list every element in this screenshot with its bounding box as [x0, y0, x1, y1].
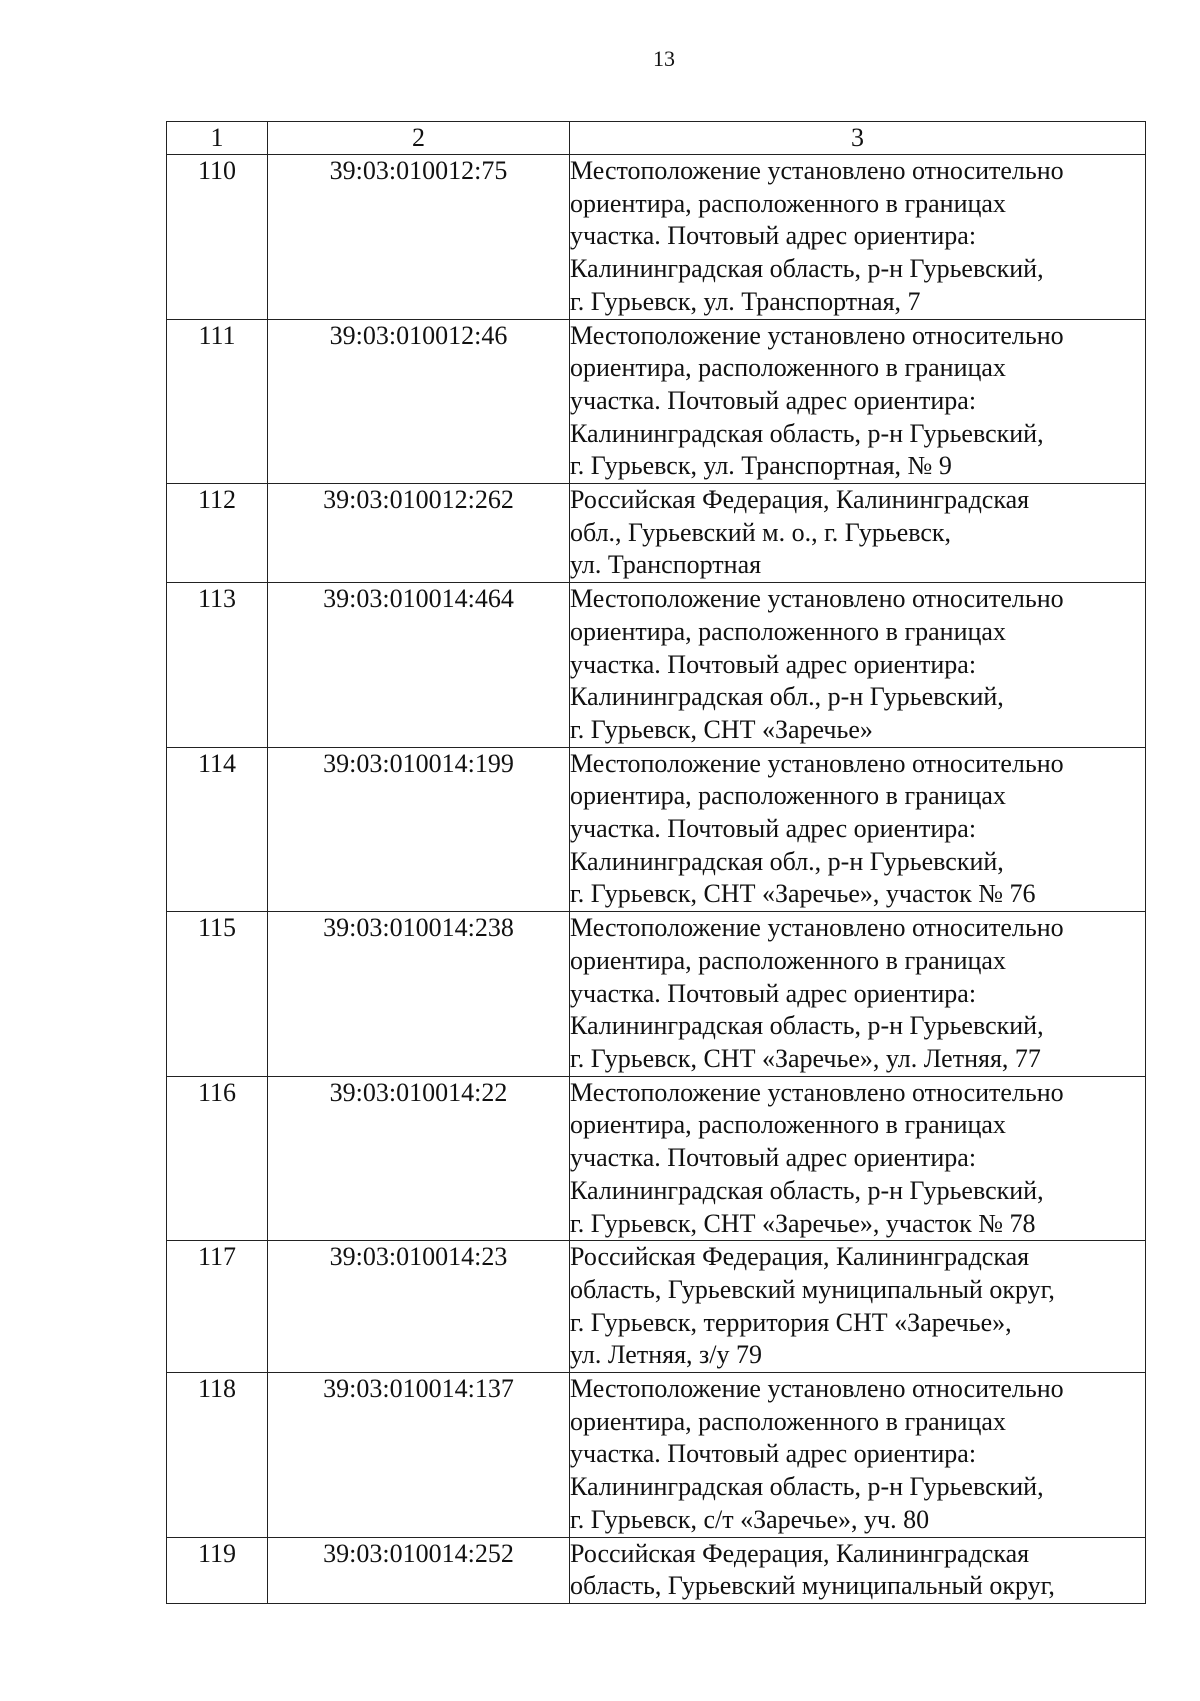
table-row	[167, 1076, 1146, 1241]
location-line: г. Гурьевск, СНТ «Заречье»	[570, 714, 873, 744]
location-description	[570, 1373, 1146, 1538]
table-body	[167, 155, 1146, 1604]
location-description	[570, 484, 1146, 583]
location-line: участка. Почтовый адрес ориентира:	[570, 1143, 977, 1173]
table-row	[167, 1373, 1146, 1538]
location-description	[570, 1076, 1146, 1241]
row-number: 118	[167, 1373, 268, 1538]
location-line: ориентира, расположенного в границах	[570, 1110, 1006, 1140]
row-number: 114	[167, 747, 268, 912]
location-line: Калининградская область, р-н Гурьевский,	[570, 1472, 1044, 1502]
cadastral-number: 39:03:010012:75	[268, 155, 570, 320]
location-line: Местоположение установлено относительно	[570, 320, 1064, 350]
row-number: 119	[167, 1537, 268, 1603]
location-line: Местоположение установлено относительно	[570, 1077, 1064, 1107]
location-line: участка. Почтовый адрес ориентира:	[570, 385, 977, 415]
location-line: участка. Почтовый адрес ориентира:	[570, 978, 977, 1008]
location-line: г. Гурьевск, территория СНТ «Заречье»,	[570, 1307, 1012, 1337]
cadastral-number: 39:03:010014:238	[268, 912, 570, 1077]
row-number: 117	[167, 1241, 268, 1373]
location-line: ориентира, расположенного в границах	[570, 188, 1006, 218]
location-line: г. Гурьевск, СНТ «Заречье», ул. Летняя, 77	[570, 1043, 1041, 1073]
row-number: 111	[167, 319, 268, 484]
page-number: 13	[653, 46, 675, 71]
location-line: ориентира, расположенного в границах	[570, 781, 1006, 811]
location-line: ул. Летняя, з/у 79	[570, 1340, 763, 1370]
table-row	[167, 484, 1146, 583]
location-line: г. Гурьевск, ул. Транспортная, 7	[570, 286, 921, 316]
location-line: г. Гурьевск, с/т «Заречье», уч. 80	[570, 1504, 930, 1534]
location-description	[570, 747, 1146, 912]
table-row	[167, 912, 1146, 1077]
location-description	[570, 319, 1146, 484]
location-line: область, Гурьевский муниципальный округ,	[570, 1571, 1055, 1601]
row-number: 110	[167, 155, 268, 320]
location-description	[570, 1241, 1146, 1373]
cadastral-number: 39:03:010014:252	[268, 1537, 570, 1603]
location-line: Калининградская обл., р-н Гурьевский,	[570, 846, 1004, 876]
table-row	[167, 747, 1146, 912]
location-line: Калининградская область, р-н Гурьевский,	[570, 418, 1044, 448]
location-line: участка. Почтовый адрес ориентира:	[570, 649, 977, 679]
table-row	[167, 583, 1146, 748]
table-row	[167, 319, 1146, 484]
location-line: Калининградская обл., р-н Гурьевский,	[570, 682, 1004, 712]
location-line: г. Гурьевск, СНТ «Заречье», участок № 76	[570, 879, 1036, 909]
location-line: участка. Почтовый адрес ориентира:	[570, 221, 977, 251]
cadastral-number: 39:03:010014:22	[268, 1076, 570, 1241]
cadastral-number: 39:03:010014:464	[268, 583, 570, 748]
location-line: участка. Почтовый адрес ориентира:	[570, 814, 977, 844]
cadastral-number: 39:03:010014:137	[268, 1373, 570, 1538]
location-line: ориентира, расположенного в границах	[570, 945, 1006, 975]
table-row	[167, 1241, 1146, 1373]
cadastral-number: 39:03:010014:199	[268, 747, 570, 912]
location-description	[570, 155, 1146, 320]
location-line: Российская Федерация, Калининградская	[570, 1538, 1030, 1568]
location-line: Местоположение установлено относительно	[570, 1374, 1064, 1404]
land-plot-table	[166, 121, 1146, 1604]
cadastral-number: 39:03:010012:262	[268, 484, 570, 583]
row-number: 116	[167, 1076, 268, 1241]
cadastral-number: 39:03:010012:46	[268, 319, 570, 484]
cadastral-number: 39:03:010014:23	[268, 1241, 570, 1373]
table-header-row	[167, 122, 1146, 155]
location-line: Российская Федерация, Калининградская	[570, 1242, 1030, 1272]
location-line: ориентира, расположенного в границах	[570, 353, 1006, 383]
location-line: ориентира, расположенного в границах	[570, 616, 1006, 646]
location-line: участка. Почтовый адрес ориентира:	[570, 1439, 977, 1469]
location-line: Местоположение установлено относительно	[570, 584, 1064, 614]
location-line: обл., Гурьевский м. о., г. Гурьевск,	[570, 517, 952, 547]
row-number: 115	[167, 912, 268, 1077]
location-line: Местоположение установлено относительно	[570, 913, 1064, 943]
location-line: г. Гурьевск, СНТ «Заречье», участок № 78	[570, 1208, 1036, 1238]
location-line: Российская Федерация, Калининградская	[570, 485, 1030, 515]
row-number: 113	[167, 583, 268, 748]
location-line: г. Гурьевск, ул. Транспортная, № 9	[570, 451, 952, 481]
column-header-number: 1	[167, 122, 268, 155]
column-header-address: 3	[570, 122, 1146, 155]
location-line: Калининградская область, р-н Гурьевский,	[570, 1011, 1044, 1041]
table-row	[167, 155, 1146, 320]
column-header-cadastral: 2	[268, 122, 570, 155]
table-row	[167, 1537, 1146, 1603]
location-description	[570, 583, 1146, 748]
location-line: ул. Транспортная	[570, 550, 762, 580]
location-description	[570, 1537, 1146, 1603]
location-line: Калининградская область, р-н Гурьевский,	[570, 1175, 1044, 1205]
location-line: Калининградская область, р-н Гурьевский,	[570, 254, 1044, 284]
location-description	[570, 912, 1146, 1077]
row-number: 112	[167, 484, 268, 583]
location-line: ориентира, расположенного в границах	[570, 1406, 1006, 1436]
location-line: область, Гурьевский муниципальный округ,	[570, 1274, 1055, 1304]
location-line: Местоположение установлено относительно	[570, 748, 1064, 778]
location-line: Местоположение установлено относительно	[570, 156, 1064, 185]
